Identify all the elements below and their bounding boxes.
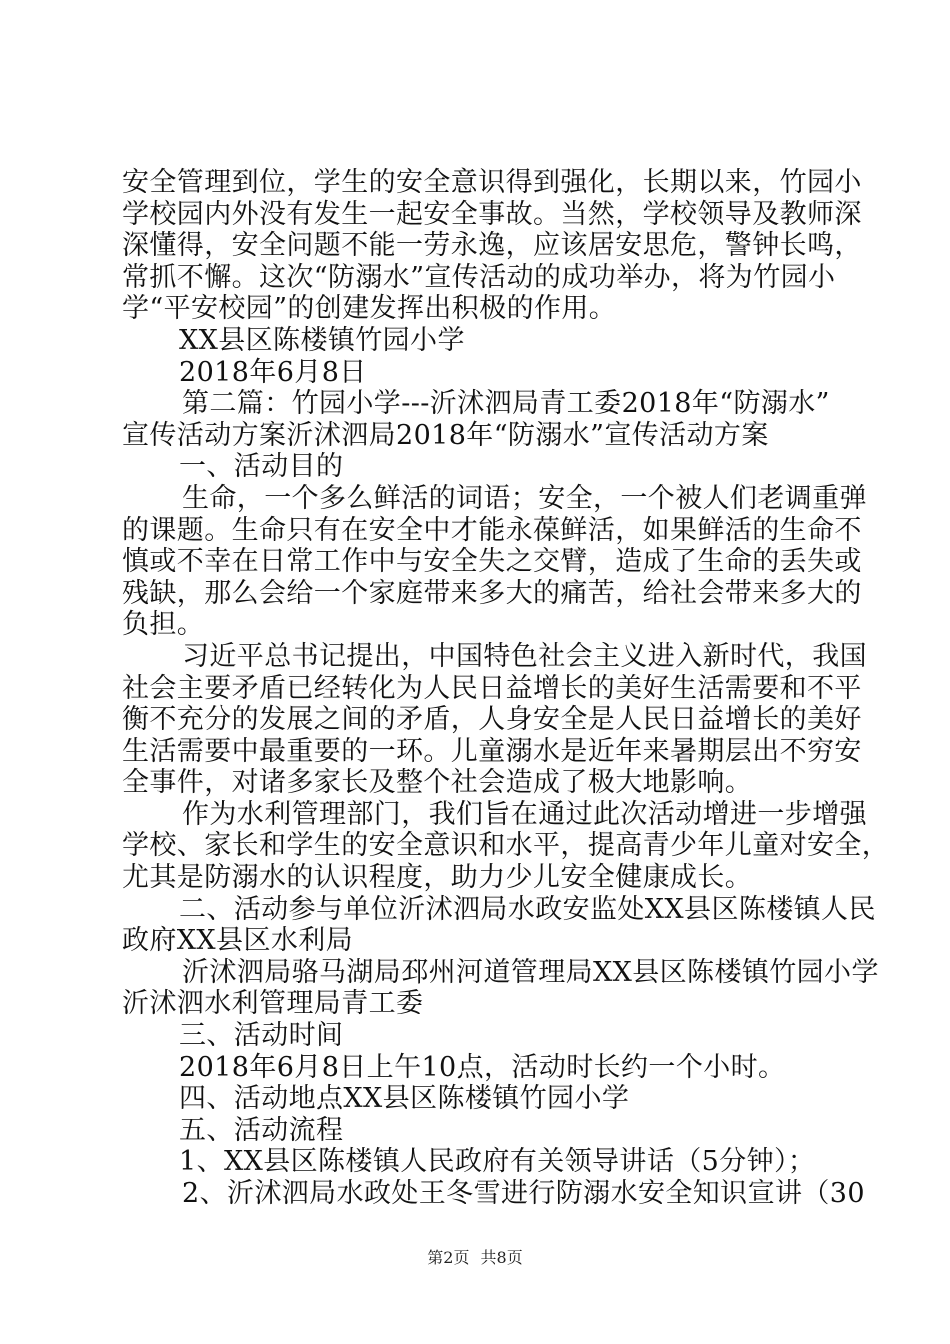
text-line: 负担。 bbox=[122, 609, 205, 641]
text-line: 三、活动时间 bbox=[179, 1020, 344, 1052]
text-line: 慎或不幸在日常工作中与安全失之交臂，造成了生命的丢失或 bbox=[122, 546, 862, 578]
text-line: 的课题。生命只有在安全中才能永葆鲜活，如果鲜活的生命不 bbox=[122, 514, 862, 546]
text-line: 作为水利管理部门，我们旨在通过此次活动增进一步增强 bbox=[182, 798, 867, 830]
text-line: 2018年6月8日上午10点，活动时长约一个小时。 bbox=[179, 1051, 786, 1083]
text-line: 政府XX县区水利局 bbox=[122, 925, 354, 957]
text-line: 五、活动流程 bbox=[179, 1114, 344, 1146]
text-line: 残缺，那么会给一个家庭带来多大的痛苦，给社会带来多大的 bbox=[122, 577, 862, 609]
text-line: 生活需要中最重要的一环。儿童溺水是近年来暑期层出不穷安 bbox=[122, 735, 862, 767]
text-line: 沂沭泗局骆马湖局邳州河道管理局XX县区陈楼镇竹园小学 bbox=[182, 956, 879, 988]
text-line: 二、活动参与单位沂沭泗局水政安监处XX县区陈楼镇人民 bbox=[179, 893, 876, 925]
text-line: 学校园内外没有发生一起安全事故。当然，学校领导及教师深 bbox=[122, 198, 862, 230]
text-line: 学“平安校园”的创建发挥出积极的作用。 bbox=[122, 293, 617, 325]
text-line: 生命，一个多么鲜活的词语；安全，一个被人们老调重弹 bbox=[182, 482, 867, 514]
text-line: 第二篇：竹园小学---沂沭泗局青工委2018年“防溺水” bbox=[182, 388, 830, 420]
text-line: XX县区陈楼镇竹园小学 bbox=[179, 324, 465, 356]
text-line: 1、XX县区陈楼镇人民政府有关领导讲话（5分钟）； bbox=[179, 1146, 816, 1178]
text-line: 2、沂沭泗局水政处王冬雪进行防溺水安全知识宣讲（30 bbox=[182, 1178, 865, 1209]
text-line: 社会主要矛盾已经转化为人民日益增长的美好生活需要和不平 bbox=[122, 672, 862, 704]
text-line: 习近平总书记提出，中国特色社会主义进入新时代，我国 bbox=[182, 640, 867, 672]
text-line: 宣传活动方案沂沭泗局2018年“防溺水”宣传活动方案 bbox=[122, 419, 769, 451]
text-line: 四、活动地点XX县区陈楼镇竹园小学 bbox=[179, 1083, 630, 1115]
text-line: 全事件，对诸多家长及整个社会造成了极大地影响。 bbox=[122, 767, 753, 799]
text-line: 安全管理到位，学生的安全意识得到强化，长期以来，竹园小 bbox=[122, 167, 862, 198]
text-line: 一、活动目的 bbox=[179, 451, 344, 483]
page-number: 第2页 bbox=[427, 1248, 470, 1267]
text-line: 沂沭泗水利管理局青工委 bbox=[122, 988, 424, 1020]
page-footer bbox=[0, 1245, 950, 1268]
text-line: 深懂得，安全问题不能一劳永逸，应该居安思危，警钟长鸣， bbox=[122, 230, 862, 262]
document-body bbox=[122, 167, 890, 1210]
page-total: 共8页 bbox=[480, 1248, 523, 1267]
text-line: 衡不充分的发展之间的矛盾，人身安全是人民日益增长的美好 bbox=[122, 704, 862, 736]
text-line: 常抓不懈。这次“防溺水”宣传活动的成功举办，将为竹园小 bbox=[122, 261, 836, 293]
text-line: 学校、家长和学生的安全意识和水平，提高青少年儿童对安全， bbox=[122, 830, 890, 862]
text-line: 尤其是防溺水的认识程度，助力少儿安全健康成长。 bbox=[122, 862, 753, 894]
text-line: 2018年6月8日 bbox=[179, 356, 367, 388]
